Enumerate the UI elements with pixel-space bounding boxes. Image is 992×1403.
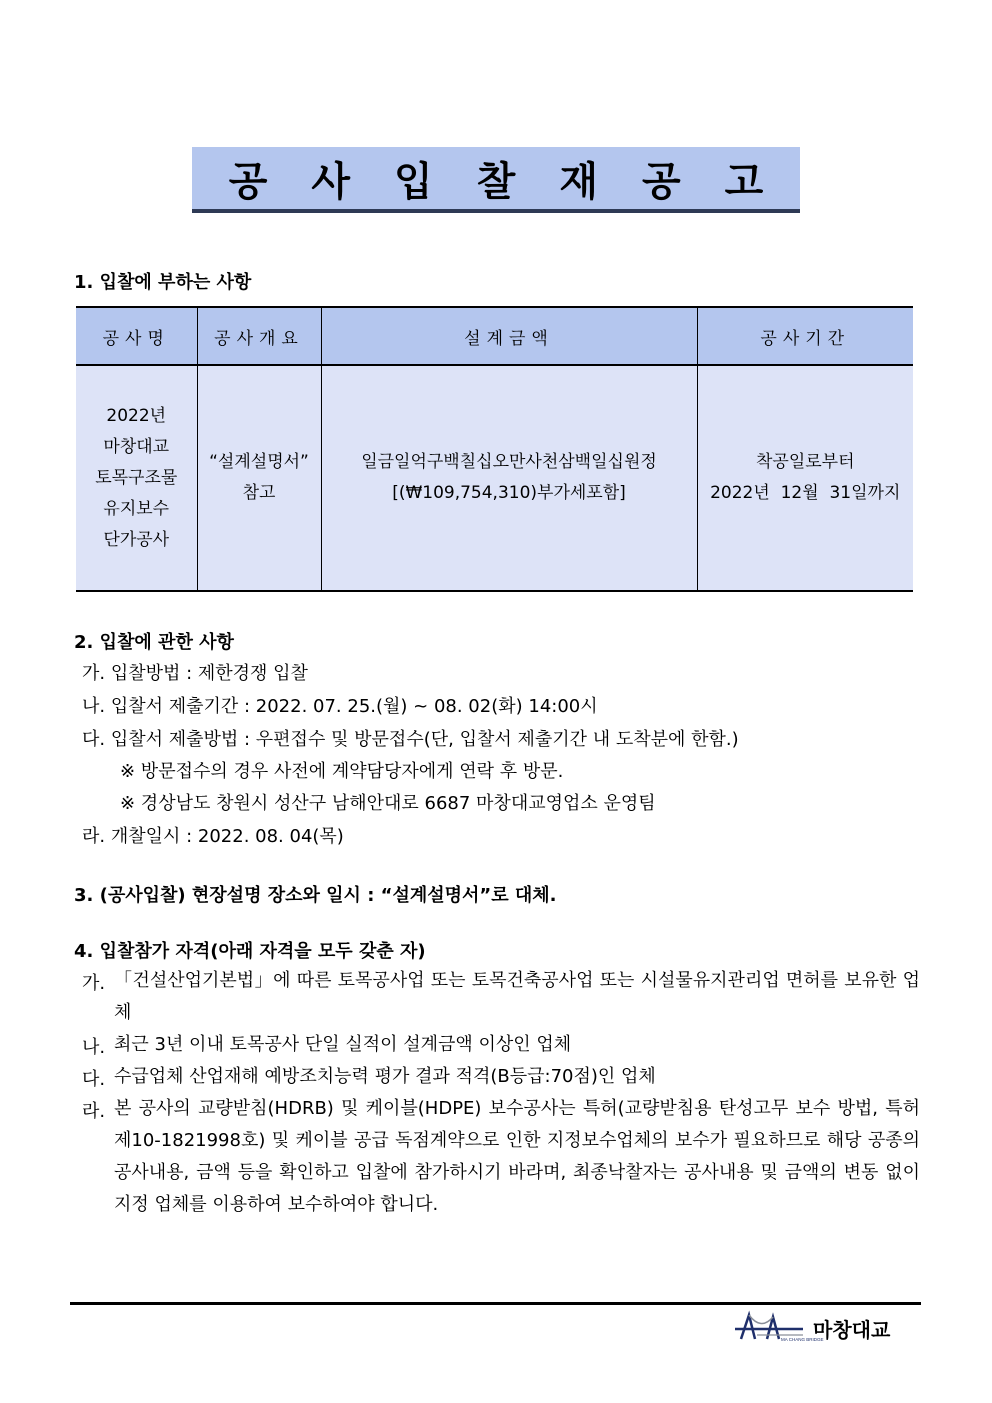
footer-divider (70, 1302, 921, 1305)
logo-text: 마창대교 (813, 1318, 891, 1342)
cell-line: 2022년 (106, 405, 167, 426)
cell-line: 토목구조물 (95, 467, 178, 488)
cell-line: 일금일억구백칠십오만사천삼백일십원정 (361, 452, 657, 472)
cell-line: 2022년 12월 31일까지 (710, 483, 901, 503)
section-1-heading: 1. 입찰에 부하는 사항 (74, 272, 252, 293)
section-4-heading: 4. 입찰참가 자격(아래 자격을 모두 갖춘 자) (74, 941, 426, 962)
opening-date-item: 라. 개찰일시 : 2022. 08. 04(목) (82, 826, 344, 847)
qualification-item: 「건설산업기본법」에 따른 토목공사업 또는 토목건축공사업 또는 시설물유지관리업 면허를 보유한 업체 (114, 970, 920, 1023)
cell-line: [(₩109,754,310)부가세포함] (392, 483, 626, 503)
page-title: 공사입찰재공고 (228, 158, 808, 205)
cell-line: 마창대교 (103, 436, 170, 457)
note-item: ※ 경상남도 창원시 성산구 남해안대로 6687 마창대교영업소 운영팀 (120, 793, 656, 814)
cell-line: 착공일로부터 (755, 452, 855, 472)
project-overview-cell (197, 365, 321, 591)
qualification-item: 본 공사의 교량받침(HDRB) 및 케이블(HDPE) 보수공사는 특허(교량받침용 탄성고무 보수 방법, 특허 제10-1821998호) 및 케이블 공급 독점계약으로 인한 지정보수업체의 보수가 필요하므로 해당 공종의 공사내용, 금액 등을 확인하고 입찰에 참가하시기 바라며, 최종낙찰자는 공사내용 및 금액의 변동 없이 지정 업체를 이용하여 보수하여야 합니다. (114, 1098, 920, 1215)
table-row (76, 365, 913, 591)
submission-method-item: 다. 입찰서 제출방법 : 우편접수 및 방문접수(단, 입찰서 제출기간 내 도착분에 한함.) (82, 729, 739, 750)
note-item: ※ 방문접수의 경우 사전에 계약담당자에게 연락 후 방문. (120, 761, 564, 782)
cell-line: 단가공사 (103, 529, 170, 550)
construction-period-cell (697, 365, 913, 591)
section-2-heading: 2. 입찰에 관한 사항 (74, 632, 234, 653)
bid-info-table (76, 306, 913, 592)
column-header: 설계금액 (321, 307, 697, 365)
logo-small-text: MA CHANG BRIDGE (781, 1337, 824, 1342)
qualification-label: 가. (82, 973, 106, 994)
cell-line: 유지보수 (103, 498, 170, 519)
submission-period-item: 나. 입찰서 제출기간 : 2022. 07. 25.(월) ~ 08. 02(화) 14:00시 (82, 696, 598, 717)
qualification-item: 수급업체 산업재해 예방조치능력 평가 결과 적격(B등급:70점)인 업체 (114, 1066, 656, 1087)
qualification-label: 다. (82, 1069, 106, 1090)
column-header: 공사기간 (697, 307, 913, 365)
qualification-label: 라. (82, 1101, 106, 1122)
column-header: 공사개요 (197, 307, 321, 365)
qualification-item: 최근 3년 이내 토목공사 단일 실적이 설계금액 이상인 업체 (114, 1034, 572, 1055)
project-name-cell (76, 365, 197, 591)
title-banner (192, 147, 808, 213)
cell-line: “설계설명서” (209, 452, 309, 472)
column-header: 공사명 (76, 307, 197, 365)
bid-method-item: 가. 입찰방법 : 제한경쟁 입찰 (82, 663, 308, 684)
cell-line: 참고 (242, 483, 276, 503)
section-3-heading: 3. (공사입찰) 현장설명 장소와 일시 : “설계설명서”로 대체. (74, 885, 557, 906)
qualification-label: 나. (82, 1037, 106, 1058)
table-header-row (76, 307, 913, 365)
design-amount-cell (321, 365, 697, 591)
